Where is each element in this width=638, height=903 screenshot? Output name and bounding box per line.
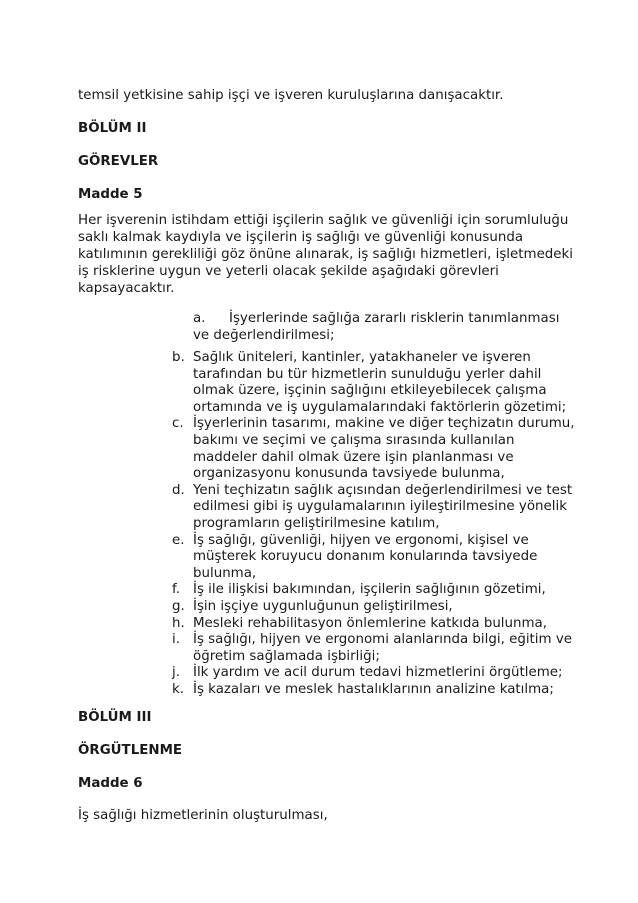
duty-item-f xyxy=(172,582,592,599)
duty-list xyxy=(172,350,592,698)
duty-text: İş kazaları ve meslek hastalıklarının analizine katılma; xyxy=(193,681,554,697)
duty-text: İşin işçiye uygunluğunun geliştirilmesi, xyxy=(193,598,453,614)
duty-text: öğretim sağlamada işbirliği; xyxy=(193,648,380,664)
intro-line: temsil yetkisine sahip işçi ve işveren kuruluşlarına danışacaktır. xyxy=(78,88,504,103)
duty-text: Yeni teçhizatın sağlık açısından değerlendirilmesi ve test xyxy=(193,482,573,498)
list-marker: i. xyxy=(172,632,180,648)
duty-text: Sağlık üniteleri, kantinler, yatakhaneler ve işveren xyxy=(193,350,531,365)
list-marker: c. xyxy=(172,416,184,432)
duty-text: programların geliştirilmesine katılım, xyxy=(193,515,440,531)
paragraph-line: katılımının gerekliliği göz önüne alınarak, iş sağlığı hizmetleri, işletmedeki xyxy=(78,247,574,262)
duty-item-e xyxy=(172,533,592,583)
duty-text: bakımı ve seçimi ve çalışma sırasında kullanılan xyxy=(193,432,515,448)
list-marker: f. xyxy=(172,582,180,598)
paragraph-line: saklı kalmak kaydıyla ve işçilerin iş sağlığı ve güvenliği konusunda xyxy=(78,230,524,245)
paragraph-line: Her işverenin istihdam ettiği işçilerin sağlık ve güvenliği için sorumluluğu xyxy=(78,213,569,228)
list-marker: j. xyxy=(172,665,180,681)
duty-item-h xyxy=(172,616,592,633)
duty-item-j xyxy=(172,665,592,682)
duty-text: ve değerlendirilmesi; xyxy=(193,328,335,343)
duty-text: maddeler dahil olmak üzere işin planlanması ve xyxy=(193,449,514,465)
list-marker: d. xyxy=(172,482,185,498)
section-2-heading: BÖLÜM II xyxy=(78,121,147,136)
duty-text: İlk yardım ve acil durum tedavi hizmetlerini örgütleme; xyxy=(193,665,563,681)
paragraph-line: kapsayacaktır. xyxy=(78,281,175,296)
list-marker: g. xyxy=(172,598,185,614)
section-3-heading: BÖLÜM III xyxy=(78,710,152,725)
duty-item-b xyxy=(172,350,592,416)
duty-text: olmak üzere, işçinin sağlığını etkileyebilecek çalışma xyxy=(193,383,547,399)
duty-text: bulunma, xyxy=(193,565,257,581)
duty-item-g xyxy=(172,599,592,616)
section-3-title: ÖRGÜTLENME xyxy=(78,743,183,758)
duty-text: İş ile ilişkisi bakımından, işçilerin sağlığının gözetimi, xyxy=(193,582,546,598)
duty-text: İşyerlerinde sağlığa zararlı risklerin tanımlanması xyxy=(229,311,560,326)
duty-text: İşyerlerinin tasarımı, makine ve diğer teçhizatın durumu, xyxy=(193,416,575,432)
list-marker: a. xyxy=(193,311,206,326)
article-6-first-line: İş sağlığı hizmetlerinin oluşturulması, xyxy=(78,808,328,823)
paragraph-line: iş risklerine uygun ve yeterli olacak şekilde aşağıdaki görevleri xyxy=(78,264,499,279)
duty-text: İş sağlığı, güvenliği, hijyen ve ergonomi, kişisel ve xyxy=(193,532,529,548)
duty-text: tarafından bu tür hizmetlerin sunulduğu yerler dahil xyxy=(193,366,542,382)
list-marker: e. xyxy=(172,532,185,548)
article-5-heading: Madde 5 xyxy=(78,187,143,202)
duty-text: İş sağlığı, hijyen ve ergonomi alanlarında bilgi, eğitim ve xyxy=(193,632,572,648)
section-2-title: GÖREVLER xyxy=(78,154,159,169)
duty-item-c xyxy=(172,416,592,482)
duty-item-d xyxy=(172,483,592,533)
duty-text: Mesleki rehabilitasyon önlemlerine katkıda bulunma, xyxy=(193,615,548,631)
article-6-heading: Madde 6 xyxy=(78,776,143,791)
duty-item-k xyxy=(172,682,592,699)
duty-text: edilmesi gibi iş uygulamalarının iyileştirilmesine yönelik xyxy=(193,499,567,515)
duty-text: organizasyonu konusunda tavsiyede bulunma, xyxy=(193,466,505,482)
list-marker: h. xyxy=(172,615,185,631)
list-marker: b. xyxy=(172,350,185,365)
duty-item-i xyxy=(172,632,592,665)
duty-text: müşterek koruyucu donanım konularında tavsiyede xyxy=(193,549,538,565)
duty-text: ortamında ve iş uygulamalarındaki faktörlerin gözetimi; xyxy=(193,399,567,415)
list-marker: k. xyxy=(172,681,185,697)
